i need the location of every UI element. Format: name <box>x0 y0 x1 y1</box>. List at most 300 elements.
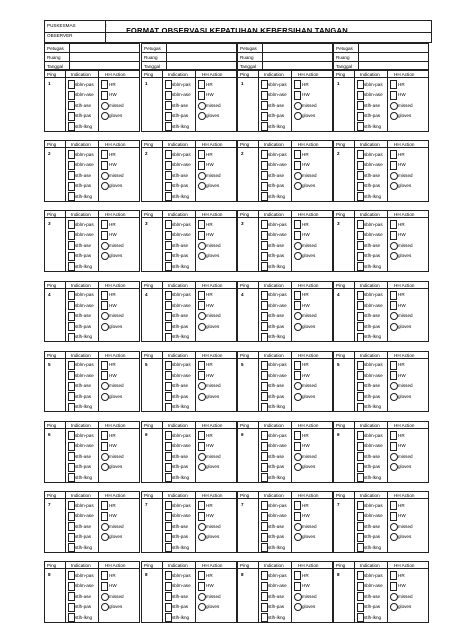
hh-action-radio[interactable] <box>101 533 109 541</box>
indication-checkbox[interactable] <box>357 291 364 300</box>
indication-checkbox[interactable] <box>165 501 172 510</box>
hh-action-checkbox[interactable] <box>390 301 397 310</box>
hh-action-checkbox[interactable] <box>198 582 205 591</box>
hh-action-radio[interactable] <box>294 453 302 461</box>
indication-checkbox[interactable] <box>68 571 75 580</box>
indication-checkbox[interactable] <box>68 501 75 510</box>
indication-checkbox[interactable] <box>68 122 75 131</box>
hh-action-checkbox[interactable] <box>294 582 301 591</box>
hh-action-checkbox[interactable] <box>198 371 205 380</box>
hh-action-checkbox[interactable] <box>101 512 108 521</box>
hh-action-checkbox[interactable] <box>390 361 397 370</box>
hh-action-radio[interactable] <box>390 323 398 331</box>
indication-checkbox[interactable] <box>165 150 172 159</box>
hh-action-radio[interactable] <box>198 523 206 531</box>
indication-checkbox[interactable] <box>68 220 75 229</box>
hh-action-checkbox[interactable] <box>294 301 301 310</box>
hh-action-radio[interactable] <box>101 102 109 110</box>
indication-checkbox[interactable] <box>357 122 364 131</box>
indication-checkbox[interactable] <box>165 442 172 451</box>
indication-checkbox[interactable] <box>165 241 172 250</box>
period-row[interactable] <box>142 53 236 62</box>
indication-checkbox[interactable] <box>165 613 172 622</box>
indication-checkbox[interactable] <box>68 452 75 461</box>
indication-checkbox[interactable] <box>68 322 75 331</box>
indication-checkbox[interactable] <box>68 512 75 521</box>
hh-action-checkbox[interactable] <box>101 80 108 89</box>
hh-action-checkbox[interactable] <box>101 442 108 451</box>
indication-checkbox[interactable] <box>261 182 268 191</box>
indication-checkbox[interactable] <box>68 431 75 440</box>
period-row[interactable] <box>238 53 332 62</box>
hh-action-radio[interactable] <box>294 382 302 390</box>
hh-action-checkbox[interactable] <box>101 501 108 510</box>
hh-action-radio[interactable] <box>294 102 302 110</box>
indication-checkbox[interactable] <box>357 161 364 170</box>
indication-checkbox[interactable] <box>68 112 75 121</box>
hh-action-checkbox[interactable] <box>198 161 205 170</box>
hh-action-checkbox[interactable] <box>294 291 301 300</box>
hh-action-radio[interactable] <box>390 593 398 601</box>
indication-checkbox[interactable] <box>68 543 75 552</box>
indication-checkbox[interactable] <box>357 301 364 310</box>
indication-checkbox[interactable] <box>68 150 75 159</box>
hh-action-radio[interactable] <box>390 182 398 190</box>
indication-checkbox[interactable] <box>165 122 172 131</box>
block-header <box>238 352 332 359</box>
indication-checkbox[interactable] <box>68 252 75 261</box>
hh-action-checkbox[interactable] <box>101 161 108 170</box>
hh-action-radio[interactable] <box>294 533 302 541</box>
hh-action-checkbox[interactable] <box>198 80 205 89</box>
indication-checkbox[interactable] <box>357 533 364 542</box>
hh-action-checkbox[interactable] <box>101 371 108 380</box>
hh-action-radio[interactable] <box>390 533 398 541</box>
hh-action-radio[interactable] <box>390 172 398 180</box>
hh-action-checkbox[interactable] <box>294 231 301 240</box>
hh-action-checkbox[interactable] <box>101 582 108 591</box>
hh-action-radio[interactable] <box>390 382 398 390</box>
indication-checkbox[interactable] <box>261 392 268 401</box>
indication-checkbox[interactable] <box>261 543 268 552</box>
indication-checkbox[interactable] <box>68 613 75 622</box>
hh-action-checkbox[interactable] <box>101 231 108 240</box>
indication-checkbox[interactable] <box>165 322 172 331</box>
hh-action-checkbox[interactable] <box>101 91 108 100</box>
hh-action-checkbox[interactable] <box>198 442 205 451</box>
indication-checkbox[interactable] <box>261 603 268 612</box>
indication-checkbox[interactable] <box>357 392 364 401</box>
hh-action-checkbox[interactable] <box>390 582 397 591</box>
indication-checkbox[interactable] <box>165 543 172 552</box>
indication-checkbox[interactable] <box>261 452 268 461</box>
indication-checkbox[interactable] <box>165 171 172 180</box>
hh-action-checkbox[interactable] <box>294 150 301 159</box>
indication-checkbox[interactable] <box>261 512 268 521</box>
indication-checkbox[interactable] <box>165 333 172 342</box>
hh-action-radio[interactable] <box>198 593 206 601</box>
indication-checkbox[interactable] <box>165 473 172 482</box>
hh-action-checkbox[interactable] <box>101 150 108 159</box>
indication-checkbox[interactable] <box>165 392 172 401</box>
indication-checkbox[interactable] <box>357 150 364 159</box>
indication-checkbox[interactable] <box>357 361 364 370</box>
hh-action-radio[interactable] <box>294 172 302 180</box>
hh-action-checkbox[interactable] <box>198 220 205 229</box>
hh-action-checkbox[interactable] <box>198 291 205 300</box>
hh-action-radio[interactable] <box>198 463 206 471</box>
hh-action-checkbox[interactable] <box>390 442 397 451</box>
hh-action-radio[interactable] <box>198 252 206 260</box>
indication-checkbox[interactable] <box>357 231 364 240</box>
indication-checkbox[interactable] <box>165 101 172 110</box>
hh-action-radio[interactable] <box>198 182 206 190</box>
hh-action-label: HW <box>206 232 214 238</box>
indication-checkbox[interactable] <box>261 322 268 331</box>
hh-action-radio[interactable] <box>390 393 398 401</box>
hh-action-label: HW <box>398 92 406 97</box>
hh-action-radio[interactable] <box>198 112 206 120</box>
indication-checkbox[interactable] <box>261 463 268 472</box>
indication-checkbox[interactable] <box>68 262 75 271</box>
indication-checkbox[interactable] <box>68 403 75 412</box>
period-row[interactable] <box>45 44 139 53</box>
indication-checkbox[interactable] <box>68 382 75 391</box>
indication-checkbox[interactable] <box>357 91 364 100</box>
indication-checkbox[interactable] <box>68 291 75 300</box>
indication-checkbox[interactable] <box>165 592 172 601</box>
indication-checkbox[interactable] <box>165 91 172 100</box>
indication-checkbox[interactable] <box>165 161 172 170</box>
indication-checkbox[interactable] <box>68 171 75 180</box>
hh-action-radio[interactable] <box>294 252 302 260</box>
hh-action-checkbox[interactable] <box>294 361 301 370</box>
indication-checkbox[interactable] <box>357 112 364 121</box>
indication-checkbox[interactable] <box>261 403 268 412</box>
indication-checkbox[interactable] <box>261 91 268 100</box>
hh-action-checkbox[interactable] <box>390 291 397 300</box>
hh-action-checkbox[interactable] <box>390 80 397 89</box>
indication-checkbox[interactable] <box>68 80 75 89</box>
indication-checkbox[interactable] <box>68 192 75 201</box>
hh-action-checkbox[interactable] <box>390 371 397 380</box>
indication-checkbox[interactable] <box>261 150 268 159</box>
indication-checkbox[interactable] <box>261 501 268 510</box>
hh-action-checkbox[interactable] <box>390 512 397 521</box>
period-row[interactable] <box>334 44 428 53</box>
hh-action-checkbox[interactable] <box>101 220 108 229</box>
hh-action-checkbox[interactable] <box>294 220 301 229</box>
indication-checkbox[interactable] <box>261 312 268 321</box>
hh-action-radio[interactable] <box>101 463 109 471</box>
indication-checkbox[interactable] <box>357 252 364 261</box>
indication-checkbox[interactable] <box>261 613 268 622</box>
hh-action-radio[interactable] <box>198 242 206 250</box>
indication-checkbox[interactable] <box>68 333 75 342</box>
hh-action-radio[interactable] <box>101 603 109 611</box>
indication-checkbox[interactable] <box>68 241 75 250</box>
indication-checkbox[interactable] <box>165 403 172 412</box>
indication-checkbox[interactable] <box>357 333 364 342</box>
indication-checkbox[interactable] <box>165 582 172 591</box>
hh-action-radio[interactable] <box>294 112 302 120</box>
indication-checkbox[interactable] <box>165 431 172 440</box>
hh-action-checkbox[interactable] <box>390 91 397 100</box>
hh-action-checkbox[interactable] <box>101 571 108 580</box>
indication-checkbox[interactable] <box>68 603 75 612</box>
hh-action-checkbox[interactable] <box>390 231 397 240</box>
hh-action-checkbox[interactable] <box>198 501 205 510</box>
indication-checkbox[interactable] <box>357 262 364 271</box>
indication-checkbox[interactable] <box>68 361 75 370</box>
hh-action-radio[interactable] <box>390 112 398 120</box>
hh-action-radio[interactable] <box>101 312 109 320</box>
indication-checkbox[interactable] <box>357 182 364 191</box>
indication-checkbox[interactable] <box>68 301 75 310</box>
hh-action-checkbox[interactable] <box>294 161 301 170</box>
indication-checkbox[interactable] <box>357 80 364 89</box>
hh-action-checkbox[interactable] <box>294 501 301 510</box>
indication-checkbox[interactable] <box>357 452 364 461</box>
indication-checkbox[interactable] <box>261 431 268 440</box>
hh-action-radio[interactable] <box>390 102 398 110</box>
indication-checkbox[interactable] <box>165 80 172 89</box>
indication-checkbox[interactable] <box>261 473 268 482</box>
hh-action-checkbox[interactable] <box>101 431 108 440</box>
hh-action-radio[interactable] <box>294 182 302 190</box>
indication-checkbox[interactable] <box>261 371 268 380</box>
hh-action-radio[interactable] <box>101 252 109 260</box>
indication-checkbox[interactable] <box>165 220 172 229</box>
hh-action-checkbox[interactable] <box>198 571 205 580</box>
hh-action-radio[interactable] <box>101 393 109 401</box>
indication-checkbox[interactable] <box>261 522 268 531</box>
hh-action-radio[interactable] <box>101 172 109 180</box>
indication-checkbox[interactable] <box>261 241 268 250</box>
indication-checkbox[interactable] <box>357 592 364 601</box>
hh-action-radio[interactable] <box>101 382 109 390</box>
hh-action-checkbox[interactable] <box>101 361 108 370</box>
indication-checkbox[interactable] <box>165 571 172 580</box>
hh-action-radio[interactable] <box>101 242 109 250</box>
indication-checkbox[interactable] <box>165 603 172 612</box>
indication-checkbox[interactable] <box>357 171 364 180</box>
indication-checkbox[interactable] <box>68 582 75 591</box>
indication-checkbox[interactable] <box>68 463 75 472</box>
indication-checkbox[interactable] <box>357 241 364 250</box>
indication-checkbox[interactable] <box>261 252 268 261</box>
indication-checkbox[interactable] <box>68 182 75 191</box>
hh-action-radio[interactable] <box>294 593 302 601</box>
indication-checkbox[interactable] <box>357 613 364 622</box>
indication-checkbox[interactable] <box>68 473 75 482</box>
indication-checkbox[interactable] <box>68 312 75 321</box>
indication-checkbox[interactable] <box>261 361 268 370</box>
hh-action-checkbox[interactable] <box>390 431 397 440</box>
indication-checkbox[interactable] <box>165 533 172 542</box>
indication-checkbox[interactable] <box>357 192 364 201</box>
indication-checkbox[interactable] <box>357 403 364 412</box>
indication-checkbox[interactable] <box>261 231 268 240</box>
indication-label: sblm-ase <box>172 302 191 308</box>
hh-action-radio[interactable] <box>198 453 206 461</box>
indication-checkbox[interactable] <box>261 262 268 271</box>
hh-action-radio[interactable] <box>101 323 109 331</box>
hh-action-checkbox[interactable] <box>390 150 397 159</box>
indication-checkbox[interactable] <box>165 371 172 380</box>
indication-checkbox[interactable] <box>165 382 172 391</box>
hh-action-checkbox[interactable] <box>198 512 205 521</box>
hh-action-checkbox[interactable] <box>101 291 108 300</box>
indication-checkbox[interactable] <box>261 301 268 310</box>
hh-action-checkbox[interactable] <box>294 91 301 100</box>
indication-checkbox[interactable] <box>68 592 75 601</box>
indication-checkbox[interactable] <box>68 231 75 240</box>
hh-action-radio[interactable] <box>198 312 206 320</box>
indication-checkbox[interactable] <box>357 382 364 391</box>
hh-action-checkbox[interactable] <box>198 91 205 100</box>
indication-checkbox[interactable] <box>261 220 268 229</box>
hh-action-radio[interactable] <box>101 112 109 120</box>
indication-checkbox[interactable] <box>261 161 268 170</box>
hh-action-radio[interactable] <box>198 102 206 110</box>
indication-checkbox[interactable] <box>261 192 268 201</box>
indication-checkbox[interactable] <box>261 382 268 391</box>
indication-checkbox[interactable] <box>261 101 268 110</box>
indication-checkbox[interactable] <box>165 452 172 461</box>
indication-checkbox[interactable] <box>165 192 172 201</box>
indication-checkbox[interactable] <box>68 91 75 100</box>
indication-checkbox[interactable] <box>165 182 172 191</box>
indication-checkbox[interactable] <box>165 291 172 300</box>
hh-action-radio[interactable] <box>390 523 398 531</box>
indication-checkbox[interactable] <box>68 533 75 542</box>
hh-action-checkbox[interactable] <box>198 301 205 310</box>
hh-action-radio[interactable] <box>390 453 398 461</box>
hh-action-checkbox[interactable] <box>390 220 397 229</box>
hh-action-radio[interactable] <box>101 523 109 531</box>
indication-checkbox[interactable] <box>357 312 364 321</box>
indication-checkbox[interactable] <box>261 291 268 300</box>
indication-checkbox[interactable] <box>261 582 268 591</box>
hh-action-checkbox[interactable] <box>294 512 301 521</box>
indication-checkbox[interactable] <box>357 322 364 331</box>
indication-checkbox[interactable] <box>261 571 268 580</box>
hh-action-radio[interactable] <box>294 242 302 250</box>
indication-checkbox[interactable] <box>165 512 172 521</box>
hh-action-checkbox[interactable] <box>101 301 108 310</box>
period-row[interactable] <box>45 53 139 62</box>
indication-checkbox[interactable] <box>261 592 268 601</box>
hh-action-radio[interactable] <box>198 323 206 331</box>
indication-checkbox[interactable] <box>357 501 364 510</box>
hh-action-radio[interactable] <box>294 463 302 471</box>
hh-action-radio[interactable] <box>390 312 398 320</box>
indication-checkbox[interactable] <box>357 522 364 531</box>
indication-checkbox[interactable] <box>357 463 364 472</box>
indication-checkbox[interactable] <box>261 333 268 342</box>
indication-checkbox[interactable] <box>261 533 268 542</box>
hh-action-radio[interactable] <box>101 453 109 461</box>
period-row[interactable] <box>142 44 236 53</box>
indication-checkbox[interactable] <box>357 582 364 591</box>
indication-checkbox[interactable] <box>261 171 268 180</box>
indication-checkbox[interactable] <box>357 543 364 552</box>
hh-action-checkbox[interactable] <box>294 571 301 580</box>
hh-action-checkbox[interactable] <box>198 150 205 159</box>
indication-checkbox[interactable] <box>165 262 172 271</box>
indication-checkbox[interactable] <box>357 473 364 482</box>
indication-checkbox[interactable] <box>357 220 364 229</box>
hh-action-checkbox[interactable] <box>198 431 205 440</box>
hh-action-radio[interactable] <box>294 393 302 401</box>
hh-action-checkbox[interactable] <box>294 442 301 451</box>
indication-checkbox[interactable] <box>357 371 364 380</box>
indication-checkbox[interactable] <box>165 361 172 370</box>
hh-action-checkbox[interactable] <box>198 231 205 240</box>
indication-checkbox[interactable] <box>357 431 364 440</box>
hh-action-radio[interactable] <box>390 463 398 471</box>
hh-action-radio[interactable] <box>294 523 302 531</box>
hh-action-radio[interactable] <box>294 323 302 331</box>
period-row[interactable] <box>238 44 332 53</box>
hh-action-checkbox[interactable] <box>294 431 301 440</box>
hh-action-checkbox[interactable] <box>294 371 301 380</box>
hh-action-radio[interactable] <box>390 252 398 260</box>
indication-checkbox[interactable] <box>165 231 172 240</box>
indication-checkbox[interactable] <box>357 442 364 451</box>
hh-action-radio[interactable] <box>198 603 206 611</box>
indication-checkbox[interactable] <box>165 522 172 531</box>
hh-action-radio[interactable] <box>294 312 302 320</box>
indication-checkbox[interactable] <box>68 101 75 110</box>
indication-checkbox[interactable] <box>68 442 75 451</box>
indication-checkbox[interactable] <box>261 80 268 89</box>
hh-action-radio[interactable] <box>198 393 206 401</box>
hh-action-radio[interactable] <box>198 382 206 390</box>
hh-action-radio[interactable] <box>294 603 302 611</box>
hh-action-checkbox[interactable] <box>198 361 205 370</box>
indication-checkbox[interactable] <box>357 571 364 580</box>
indication-checkbox[interactable] <box>165 312 172 321</box>
hh-action-radio[interactable] <box>198 533 206 541</box>
indication-checkbox[interactable] <box>261 112 268 121</box>
indication-checkbox[interactable] <box>68 371 75 380</box>
indication-checkbox[interactable] <box>165 301 172 310</box>
indication-checkbox[interactable] <box>357 101 364 110</box>
indication-checkbox[interactable] <box>165 463 172 472</box>
hh-action-radio[interactable] <box>198 172 206 180</box>
indication-checkbox[interactable] <box>68 522 75 531</box>
indication-checkbox[interactable] <box>357 512 364 521</box>
indication-checkbox[interactable] <box>68 392 75 401</box>
hh-action-radio[interactable] <box>390 242 398 250</box>
indication-checkbox[interactable] <box>165 252 172 261</box>
indication-checkbox[interactable] <box>261 122 268 131</box>
indication-checkbox[interactable] <box>165 112 172 121</box>
indication-checkbox[interactable] <box>357 603 364 612</box>
hh-action-checkbox[interactable] <box>294 80 301 89</box>
indication-checkbox[interactable] <box>68 161 75 170</box>
indication-checkbox[interactable] <box>261 442 268 451</box>
hh-action-radio[interactable] <box>101 182 109 190</box>
hh-action-checkbox[interactable] <box>390 161 397 170</box>
period-row[interactable] <box>334 53 428 62</box>
hh-action-checkbox[interactable] <box>390 571 397 580</box>
hh-action-checkbox[interactable] <box>390 501 397 510</box>
hh-action-radio[interactable] <box>101 593 109 601</box>
hh-action-radio[interactable] <box>390 603 398 611</box>
